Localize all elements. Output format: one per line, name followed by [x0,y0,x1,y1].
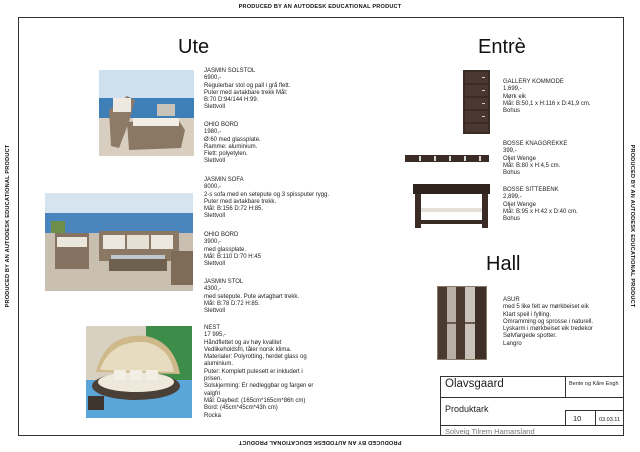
photo-nest-daybed [86,326,192,418]
company-name: Olavsgaard [445,378,504,390]
sheet-number: 10 [573,414,582,423]
photo-jasmin-sofa [45,193,193,291]
watermark-top: PRODUCED BY AN AUTODESK EDUCATIONAL PRODUCT [238,4,402,10]
heading-entre: Entrè [478,36,526,58]
client-name: Bente og Kåre Engh [569,381,619,387]
desc-bosse-sittebenk: BOSSE SITTEBENK 2,899,- Oljet Wenge Mål: B:95 x H:42 x D:40 cm. Bohus [503,187,578,223]
desc-asur: ASUR med 5 like felt av mørkbeiset eik Klart speil i fylling. Omramming og sprosse i naturell. Lyskarm i mørkbeiset eik tredekor Sølvfargede spotter. Langro [503,297,594,347]
watermark-bottom: PRODUCED BY AN AUTODESK EDUCATIONAL PRODUCT [238,439,402,445]
sheet-date: 03.03.11 [599,417,621,423]
desc-bosse-knaggrekke: BOSSE KNAGGREKKE 399,- Oljet Wenge Mål: B:80 x H:4,5 cm. Bohus [503,141,568,177]
sheet-title: Produktark [445,404,489,414]
desc-jasmin-stol: JASMIN STOL 4300,- med seteputе. Pute avtagbart trekk. Mål: B:78 D:72 H:85. Slettvoll [204,279,300,315]
title-block [440,376,624,436]
desc-gallery-kommode: GALLERY KOMMODE 1,699,- Mørk eik Mål: B:50,1 x H:116 x D:41,9 cm. Bohus [503,79,591,115]
photo-jasmin-solstol [99,70,194,156]
desc-ohio-bord-2: OHIO BORD 3900,- med glassplate. Mål: B:110 D:70 H:45 Slettvoll [204,232,261,268]
author-name: Solveig Tilrem Hamarsland [445,427,535,436]
desc-jasmin-sofa: JASMIN SOFA 8000,- 2-s sofa med en seteputе og 3 spissputer rygg. Puter med avtakbare trekk. Mål: B:156 D:72 H:85. Slettvoll [204,177,330,220]
photo-asur-garderobe [437,286,487,360]
watermark-right: PRODUCED BY AN AUTODESK EDUCATIONAL PRODUCT [629,144,635,308]
photo-bosse-knaggrekke [405,154,489,163]
desc-ohio-bord-1: OHIO BORD 1980,- Ø:60 med glassplate. Ramme: aluminium. Flett: polyetylen. Slettvoll [204,122,261,165]
desc-jasmin-solstol: JASMIN SOLSTOL 6900,- Regulerbar stol og pall i grå flett. Puter med avtakbare trekk Mål: B:70 D:94/144 H:99. Slettvoll [204,68,291,111]
photo-bosse-sittebenk [413,184,490,230]
desc-nest: NEST 17 995,- Håndflettet og av høy kvalitet Vedlikeholdsfri, tåler norsk klima. Materialer: Polyrotting, herdet glass og aluminium. Puter: Komplett putesett er inkludert i prisen. Solskjerming: Er nedleggbar og fargen er valgfri Mål: Daybed: (165cm*165cm*86h cm) Bord: (45cm*45cm*43h cm) Rocka [204,325,314,419]
heading-ute: Ute [178,36,210,58]
photo-gallery-kommode [463,70,490,134]
heading-hall: Hall [486,253,521,275]
watermark-left: PRODUCED BY AN AUTODESK EDUCATIONAL PRODUCT [5,144,11,308]
